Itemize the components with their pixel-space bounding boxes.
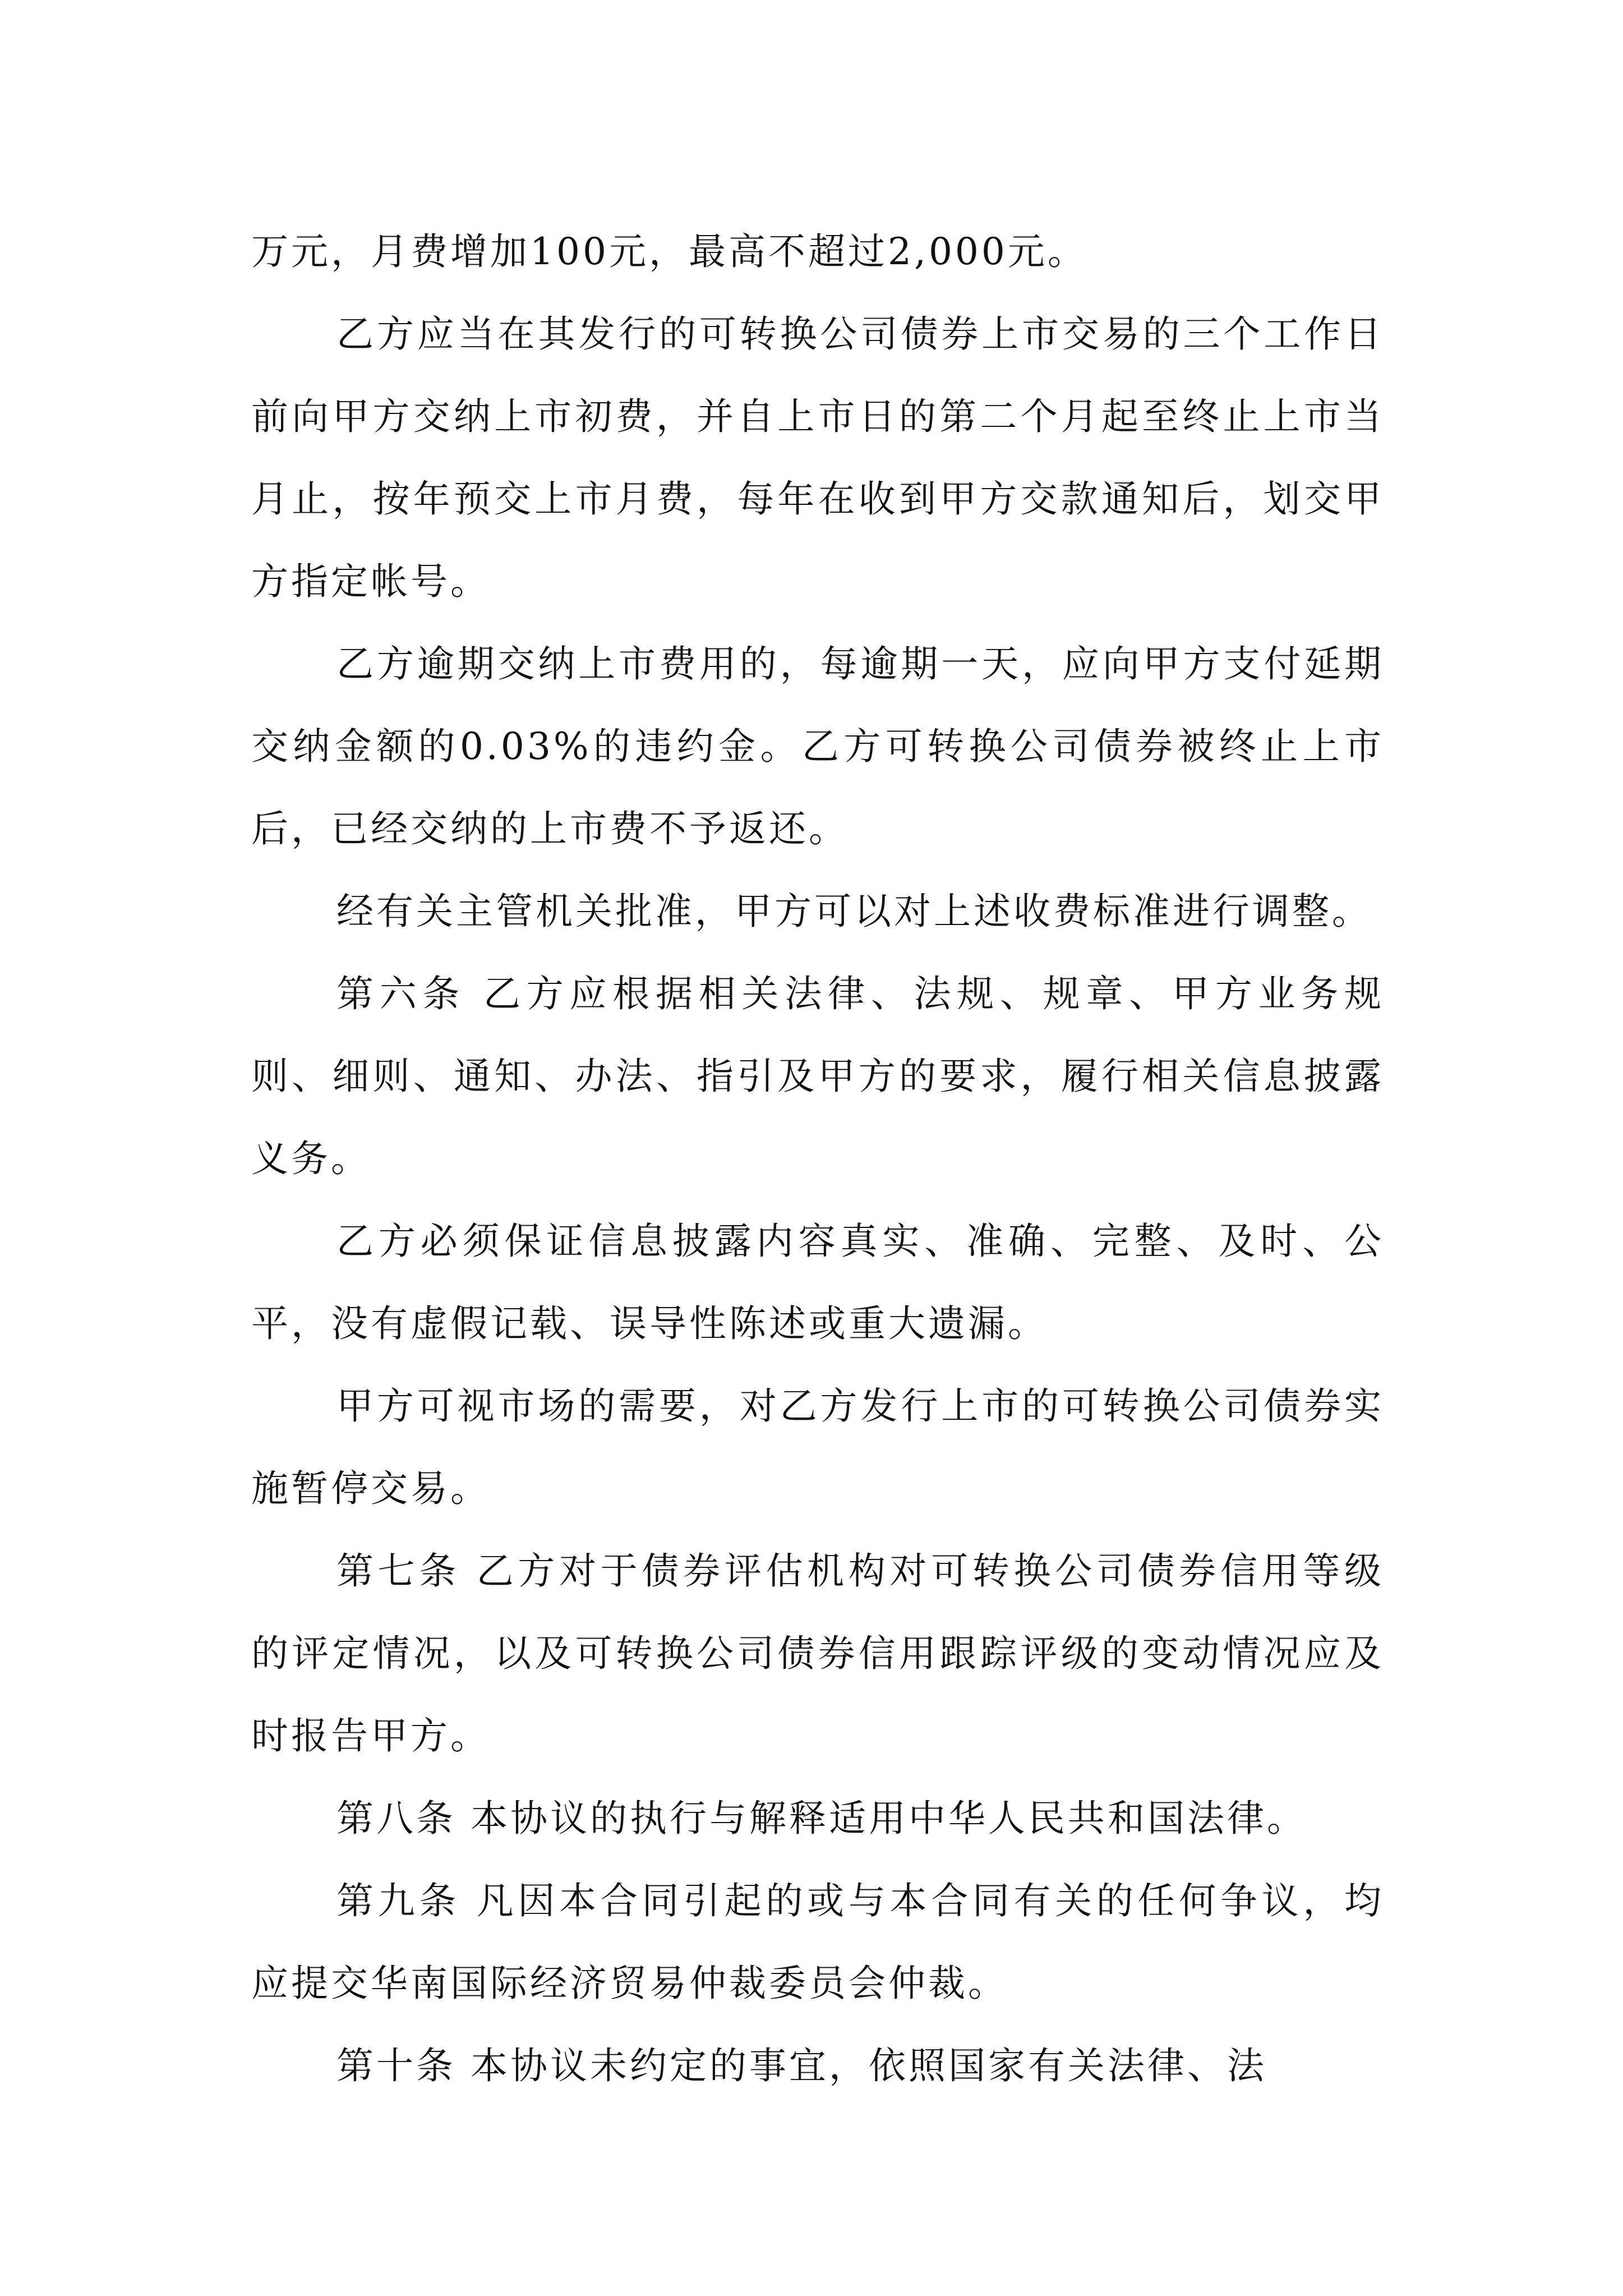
- document-body: [251, 210, 1384, 2107]
- paragraph-article-8: 第八条 本协议的执行与解释适用中华人民共和国法律。: [336, 1797, 1307, 1840]
- paragraph-article-10: 第十条 本协议未约定的事宜，依照国家有关法律、法: [336, 2044, 1267, 2087]
- paragraph-late-payment-penalty: 乙方逾期交纳上市费用的，每逾期一天，应向甲方支付延期交纳金额的0.03%的违约金。乙方可转换公司债券被终止上市后，已经交纳的上市费不予返还。: [251, 642, 1384, 850]
- paragraph-fee-adjustment: 经有关主管机关批准，甲方可以对上述收费标准进行调整。: [336, 890, 1372, 933]
- paragraph-fee-continuation: 万元，月费增加100元，最高不超过2,000元。: [251, 230, 1087, 273]
- paragraph-article-7: 第七条 乙方对于债券评估机构对可转换公司债券信用等级的评定情况，以及可转换公司债券信用跟踪评级的变动情况应及时报告甲方。: [251, 1549, 1384, 1757]
- paragraph-article-9: 第九条 凡因本合同引起的或与本合同有关的任何争议，均应提交华南国际经济贸易仲裁委员会仲裁。: [251, 1879, 1384, 2005]
- paragraph-trading-suspension: 甲方可视市场的需要，对乙方发行上市的可转换公司债券实施暂停交易。: [251, 1384, 1384, 1510]
- paragraph-listing-fee-payment: 乙方应当在其发行的可转换公司债券上市交易的三个工作日前向甲方交纳上市初费，并自上市日的第二个月起至终止上市当月止，按年预交上市月费，每年在收到甲方交款通知后，划交甲方指定帐号。: [251, 312, 1384, 603]
- paragraph-article-6: 第六条 乙方应根据相关法律、法规、规章、甲方业务规则、细则、通知、办法、指引及甲方的要求，履行相关信息披露义务。: [251, 972, 1384, 1180]
- paragraph-disclosure-requirements: 乙方必须保证信息披露内容真实、准确、完整、及时、公平，没有虚假记载、误导性陈述或重大遗漏。: [251, 1220, 1384, 1345]
